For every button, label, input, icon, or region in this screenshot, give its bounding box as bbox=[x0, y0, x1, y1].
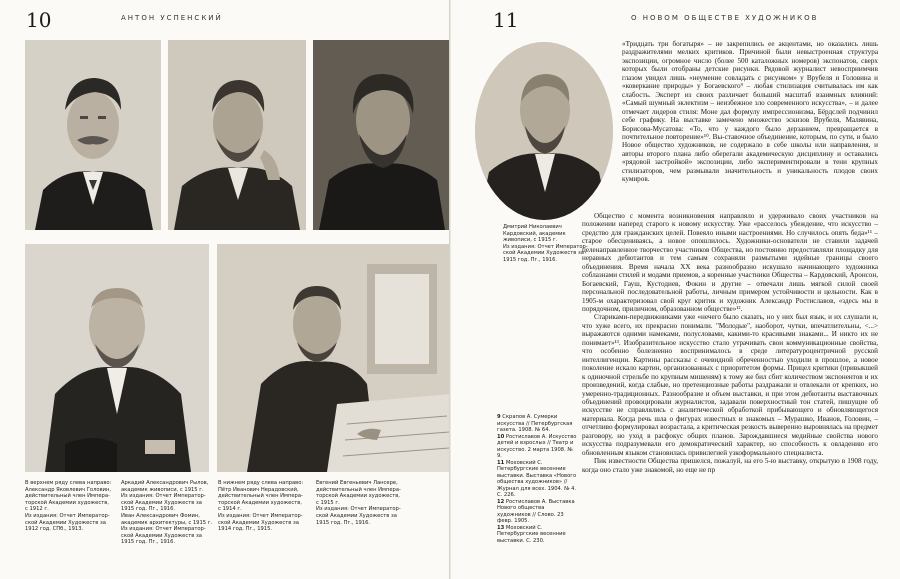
page-number: 10 bbox=[26, 8, 52, 32]
caption-line: торской Академии художеств, bbox=[25, 499, 109, 506]
caption-line: Александр Яковлевич Головин, bbox=[25, 486, 112, 493]
footnote-text: Скрапов А. Сумерки искусства // Петербургская газета. 1908. № 64. bbox=[497, 414, 573, 433]
portrait-photo-rylov bbox=[168, 40, 306, 230]
footnote-number: 10 bbox=[497, 433, 505, 440]
running-head: О НОВОМ ОБЩЕСТВЕ ХУДОЖНИКОВ bbox=[631, 14, 819, 22]
page-number: 11 bbox=[493, 8, 519, 32]
caption-line: Пётр Иванович Нерадовский, bbox=[218, 486, 299, 493]
footnote-number: 11 bbox=[497, 459, 505, 466]
footnote-text: Моховский С. Петербургские весенние выставки. С. 230. bbox=[497, 524, 566, 544]
caption-line: ской Академии Художеств за bbox=[316, 512, 397, 519]
caption-line: торской Академии художеств, bbox=[218, 499, 302, 506]
caption-line: Кардовский, академик bbox=[503, 230, 566, 237]
caption-line: ской Академии Художеств за bbox=[25, 519, 106, 526]
caption-line: Евгений Евгеньевич Лансере, bbox=[316, 480, 398, 486]
left-page bbox=[0, 0, 449, 579]
caption-line: В верхнем ряду слева направо: bbox=[25, 480, 112, 486]
caption-line: с 1915 г. bbox=[316, 499, 340, 506]
paragraph: Стариками-передвижниками уже «нечего было сказать, но у них был язык, и их слушали и, что хуже всего, их прекрасно понимали. "Молодые", наоборот, чутки, впечатлительны, <...> выражаются одними намеками, полусловами, какими-то красивыми знаками... И никто их не понимает»¹³. Изобразительное искусство стало утрачивать свои коммуникационные свойства, что особенно болезненно воспринималось в среде литературоцентричной русской интеллигенции. Картины рассказы с очевидной обреченностью уходили в прошлое, а новое поколение искало картин, организованных с приоритетом формы. Прицел критики (привыкшей к одиночной стрельбе по крупным мишеням) к тому же бил сбит количеством экспонентов и их произведений, когда слабые, но претенциозные работы раздражали и отвлекали от крепких, но умеренно-традиционных. Разнообразие и объем выставки, и при этом дебютанты выставочных объединений провоцировали журналистов, задавали поверхностный тон статей, пишущие об искусстве не справлялись с аналитической обработкой прибывающего и обновляющегося материала. Когда речь шла о фигурах известных и знакомых – Мурашко, Иванов, Головин, – отчетливо формулировал возрастала, а критическая резкость выверенно выровнялась на предмет разговору, но уход в расфокус общих планов. Зарождавшиеся медийные свойства нового искусства подразумевали его демократический характер, но способность к овладению его обновленным языком становилась привилегией узкоформального специалиста. bbox=[582, 313, 878, 457]
portrait-photo-fomin bbox=[313, 40, 449, 230]
footnote-number: 12 bbox=[497, 498, 505, 505]
caption-line: Дмитрий Николаевич bbox=[503, 224, 562, 230]
caption-golovin bbox=[25, 480, 117, 533]
paragraph: «Тридцать три богатыря» – не закрепились ее акцентами, но оказались лишь раздражителями мелких критиков. Причиной были невыстроенная структура экспозиции, огромное число (более 500 каталожных номеров) экспонатов, сверх которых были отобраны детские рисунки. Рядовой журналист невосприимчив глазом увидел лишь «неумение совладать с рисунком» у Врубеля и Головина и «коверкание природы» у Богаевского⁹ – любая стилизация считывалась им как слабость. Эксперт из своих различает больший масштаб взаимных влияний: «Самый шумный эклектизм – неизбежное зло современного искусства», – и далее отмечает лидеров стиля: Моне дал формулу импрессионизма, Бёрдслей подчинил себе графику. На выставке замечено множество эскизов Врубеля, Малявина, Борисова-Мусатова: «То, что у каждого было дерзанием, превращается в почтительное повторение»¹⁰. Вы-ставочное объединение, которым, по сути, и было Новое общество художников, не содержало в себе школы или направления, и авторы второго плана либо оберегали академическую дисциплину и оставались «рядовой застройкой» экспозиции, либо экспериментировали в тени крупных стилизаторов, чем размывали значительность и уникальность плодов своих кумиров. bbox=[622, 40, 878, 184]
footnote-text: Ростиславов А. Искусство детей и взрослых // Театр и искусство. 2 марта 1908. № 9. bbox=[497, 433, 577, 459]
caption-line: академик архитектуры, с 1915 г. bbox=[121, 519, 213, 526]
footnote-number: 9 bbox=[497, 414, 501, 420]
footnote-number: 13 bbox=[497, 524, 505, 531]
caption-line: действительный член Импера- bbox=[25, 493, 110, 500]
caption-line: 1915 год. Пг., 1916. bbox=[316, 519, 371, 526]
body-text-top bbox=[622, 40, 878, 212]
caption-line: Из издания: Отчет Император- bbox=[316, 506, 401, 513]
caption-line: ской Академии Художеств за bbox=[503, 250, 584, 257]
portrait-photo-golovin bbox=[25, 40, 161, 230]
caption-line: 1912 год. СПб., 1913. bbox=[25, 526, 84, 533]
caption-line: торской Академии художеств, bbox=[316, 493, 400, 500]
caption-line: ской Академии Художеств за bbox=[121, 499, 202, 506]
footnote bbox=[497, 525, 579, 545]
caption-line: с 1914 г. bbox=[218, 506, 242, 513]
caption-neradovsky bbox=[218, 480, 314, 533]
right-page bbox=[451, 0, 900, 579]
caption-line: Из издания: Отчет Император- bbox=[218, 512, 303, 519]
footnote-text: Ростиславов А. Выставка Нового общества художников // Слово. 23 февр. 1905. bbox=[497, 498, 575, 524]
caption-line: Из издания: Отчет Император- bbox=[503, 243, 588, 250]
caption-rylov-fomin bbox=[121, 480, 215, 546]
portrait-photo-lanceray bbox=[217, 244, 449, 472]
footnotes bbox=[497, 414, 579, 544]
caption-lanceray bbox=[316, 480, 412, 526]
caption-line: Аркадий Александрович Рылов, bbox=[121, 480, 209, 486]
footnote bbox=[497, 460, 579, 499]
caption-line: ской Академии Художеств за bbox=[121, 532, 202, 539]
caption-line: 1915 год. Пг., 1916. bbox=[121, 539, 176, 546]
caption-line: 1915 год. Пг., 1916. bbox=[503, 256, 558, 263]
caption-line: Иван Александрович Фомин, bbox=[121, 512, 200, 519]
caption-line: академик живописи, с 1915 г. bbox=[121, 486, 204, 493]
caption-line: Из издания: Отчет Император- bbox=[121, 493, 206, 500]
portrait-photo-kardovsky bbox=[475, 42, 613, 220]
caption-line: действительный член Импера- bbox=[218, 493, 303, 500]
caption-line: Из издания: Отчет Император- bbox=[25, 512, 110, 519]
caption-line: живописи, с 1915 г. bbox=[503, 237, 558, 244]
caption-line: с 1912 г. bbox=[25, 506, 49, 513]
footnote bbox=[497, 434, 579, 460]
body-text-main bbox=[582, 212, 878, 572]
caption-line: ской Академии Художеств за bbox=[218, 519, 299, 526]
caption-line: 1914 год. Пг., 1915. bbox=[218, 526, 273, 533]
footnote bbox=[497, 499, 579, 525]
caption-line: 1915 год. Пг., 1916. bbox=[121, 506, 176, 513]
paragraph: Общество с момента возникновения направляло и удерживало своих участников на положении наперед старого к новому искусству. Уже «расселось убеждение, что искусство – средство для гражданских целей. Повеяло иными настроениями. Но случилось опять беда»¹¹ – старое обесцениваясь, а новое опошлилось. Художники-основатели не ставили задачей целенаправленное творчество участников Общества, но постоянно предоставляли площадку для неравных дебютантов и тем самым сохраняли размытыми идейные границы своего объединения. Время начала XX века разнообразно искушало начинающего художника соблазнами стилей и модами приемов, а коренные участники Общества – Кардовский, Аронсон, Богаевский, Гауш, Кустодиев, Фокин и другие – отвечали лишь мягкой силой своей персональной последовательной работы, личным примером устойчивости и цельности. Как в 1905-м охарактеризовал свой круг критик и художник Александр Ростиславов, «здесь мы в порядочном, приличном, образованном обществе»¹². bbox=[582, 212, 878, 313]
portrait-photo-neradovsky bbox=[25, 244, 209, 472]
footnote-text: Моховский С. Петербургские весенние выставки. Выставка «Нового общества художников» // Журнал для всех. 1904. № 4. С. 226. bbox=[497, 459, 577, 498]
caption-line: действительный член Импера- bbox=[316, 486, 401, 493]
footnote bbox=[497, 414, 579, 434]
running-head: АНТОН УСПЕНСКИЙ bbox=[121, 14, 223, 22]
paragraph: Пик известности Общества пришелся, пожалуй, на его 5-ю выставку, открытую в 1908 году, когда оно стало уже знакомой, но еще не пр bbox=[582, 457, 878, 474]
caption-line: В нижнем ряду слева направо: bbox=[218, 480, 304, 486]
caption-line: Из издания: Отчет Император- bbox=[121, 526, 206, 533]
